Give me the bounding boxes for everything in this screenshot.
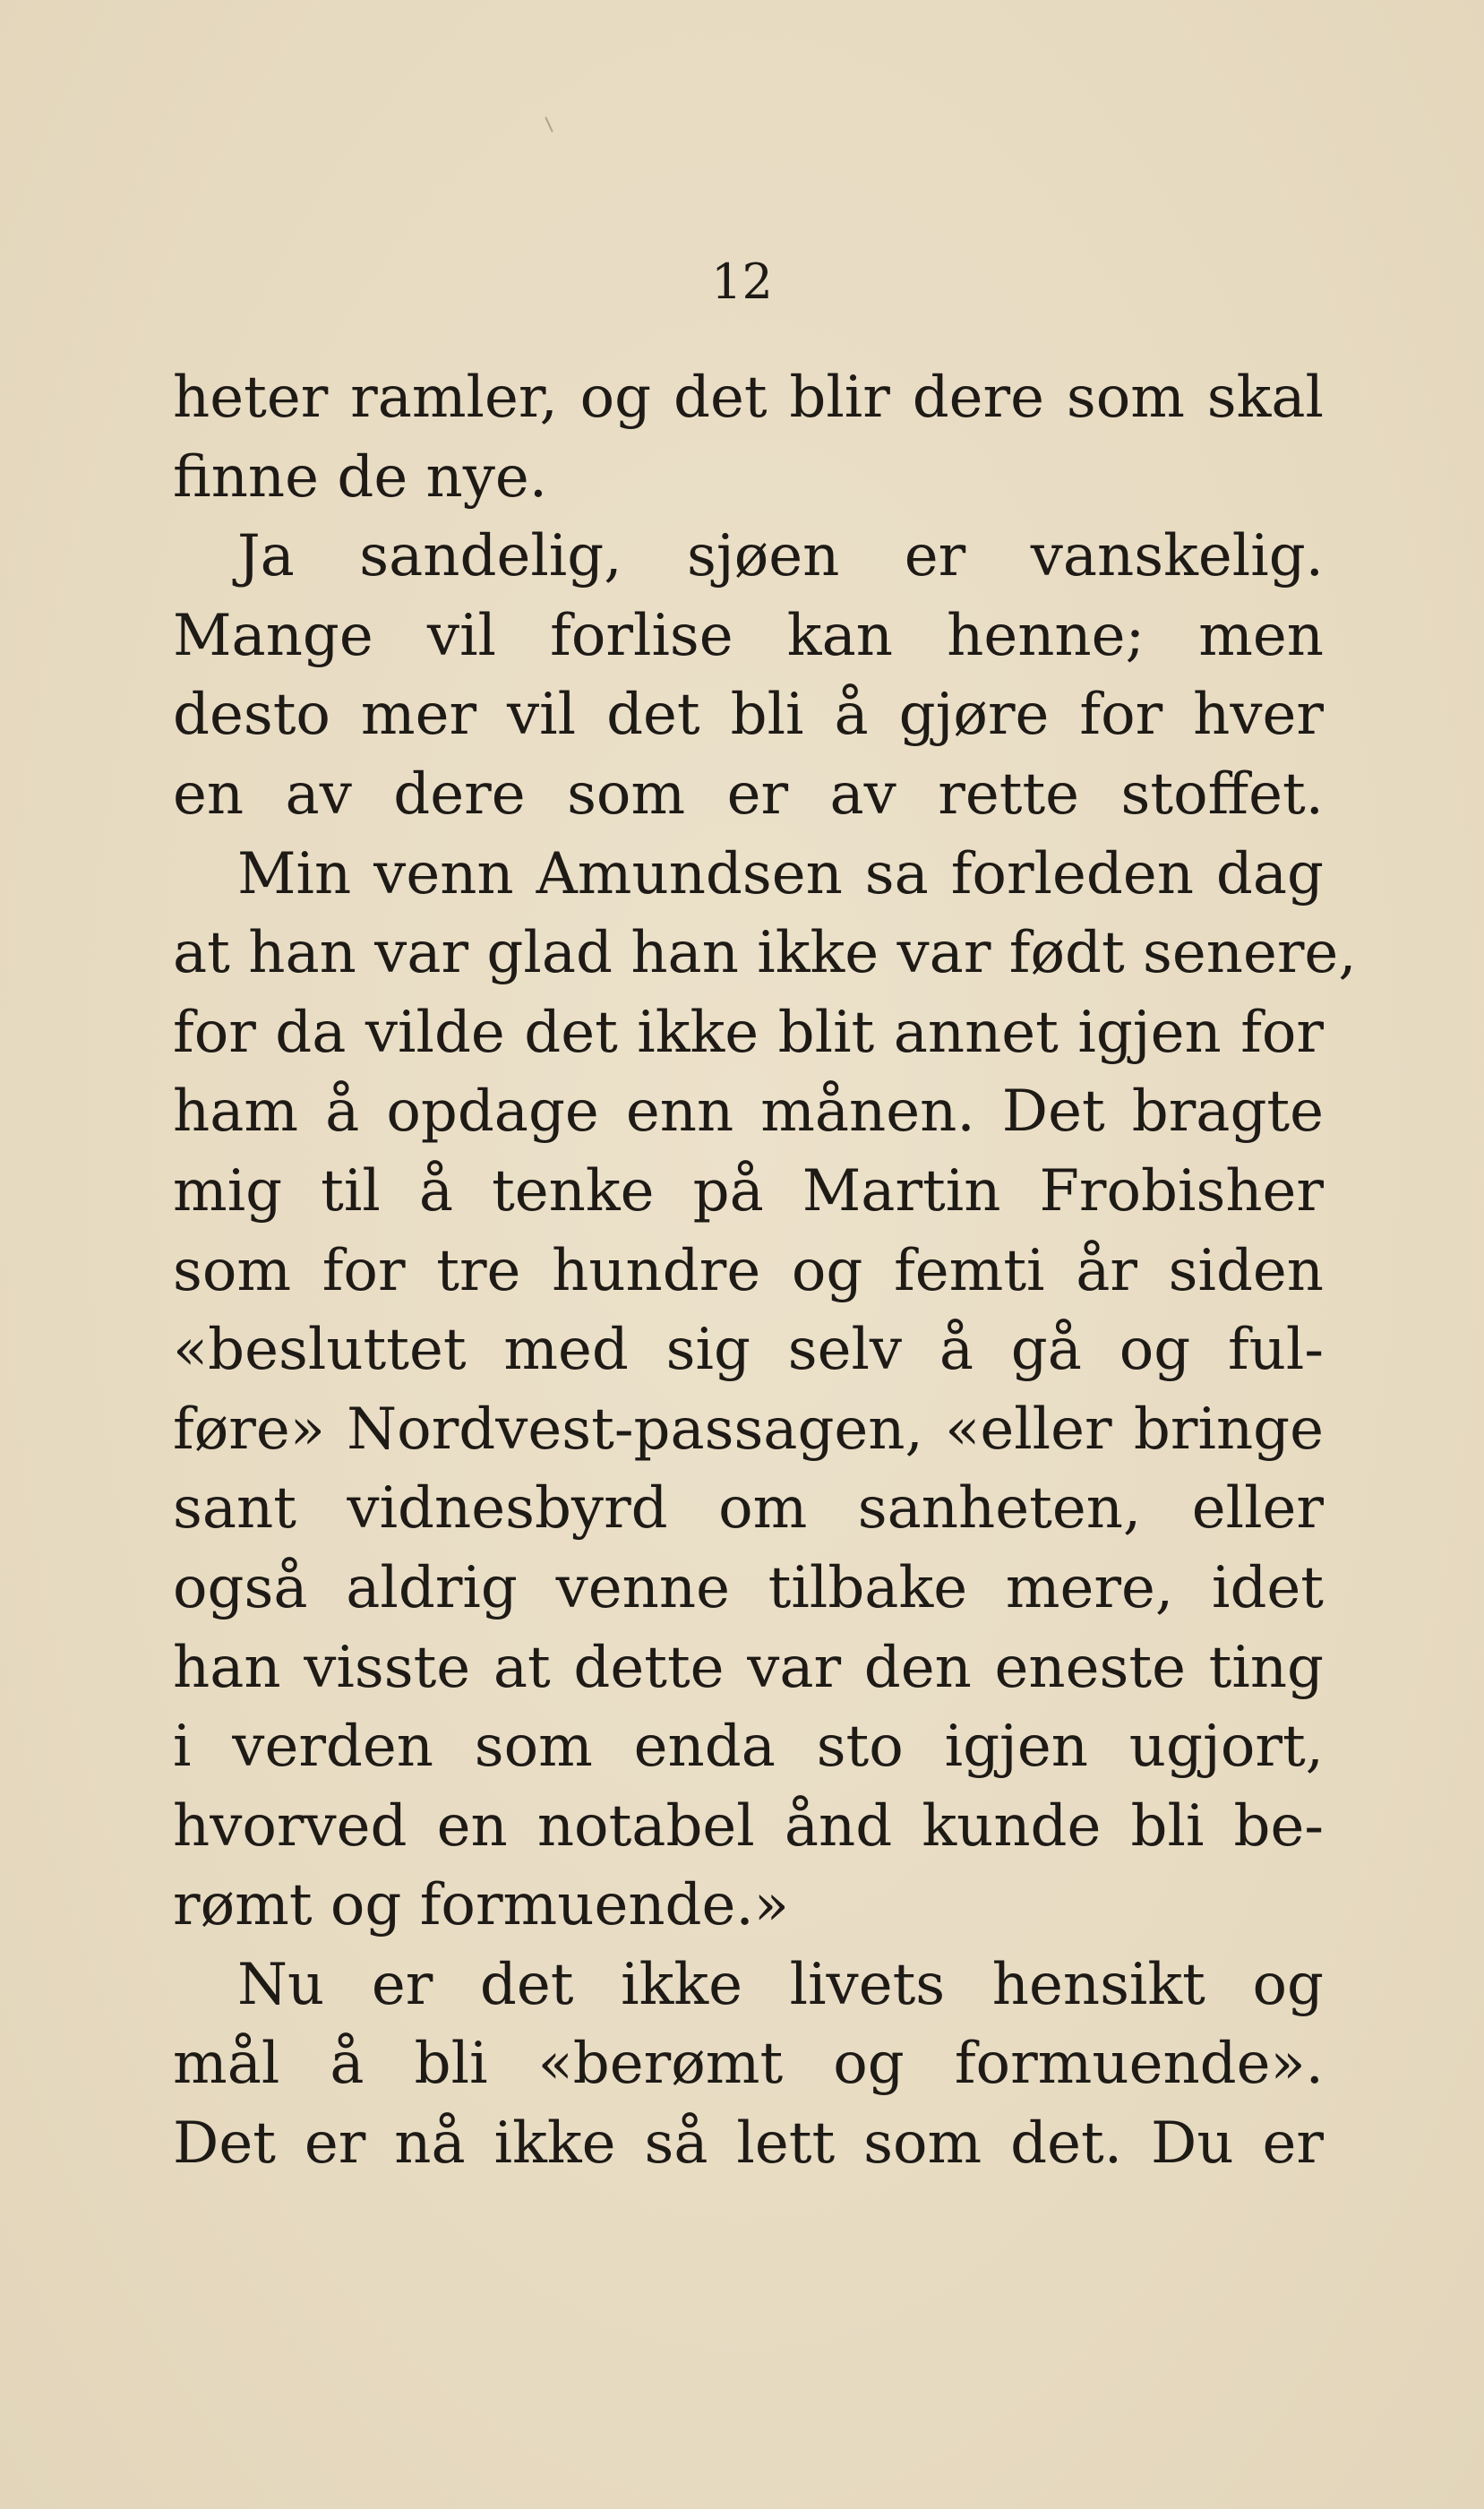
text-line: desto mer vil det bli å gjøre for hver bbox=[173, 682, 1324, 749]
text-line: i verden som enda sto igjen ugjort, bbox=[173, 1714, 1324, 1781]
text-line: mål å bli «berømt og formuende». bbox=[173, 2031, 1324, 2098]
text-line: heter ramler, og det blir dere som skal bbox=[173, 365, 1324, 431]
text-line: for da vilde det ikke blit annet igjen for bbox=[173, 999, 1324, 1066]
paper-speck bbox=[545, 116, 553, 132]
text-line: Ja sandelig, sjøen er vanskelig. bbox=[237, 523, 1324, 590]
text-line: Nu er det ikke livets hensikt og bbox=[237, 1951, 1324, 2018]
text-line: ham å opdage enn månen. Det bragte bbox=[173, 1078, 1324, 1146]
text-line: som for tre hundre og femti år siden bbox=[173, 1237, 1324, 1304]
text-line: føre» Nordvest-passagen, «eller bringe bbox=[173, 1396, 1324, 1463]
text-line: en av dere som er av rette stoffet. bbox=[173, 760, 1324, 828]
page-number: 12 bbox=[711, 253, 773, 310]
text-line: også aldrig venne tilbake mere, idet bbox=[173, 1554, 1324, 1621]
text-line: finne de nye. bbox=[173, 443, 548, 511]
text-line: han visste at dette var den eneste ting bbox=[173, 1634, 1324, 1701]
text-line: mig til å tenke på Martin Frobisher bbox=[173, 1157, 1324, 1224]
text-line: rømt og formuende.» bbox=[173, 1872, 789, 1939]
text-line: sant vidnesbyrd om sanheten, eller bbox=[173, 1475, 1324, 1542]
text-line: at han var glad han ikke var født senere, bbox=[173, 920, 1357, 987]
text-line: Det er nå ikke så lett som det. Du er bbox=[173, 2110, 1324, 2178]
text-line: «besluttet med sig selv å gå og ful- bbox=[173, 1317, 1324, 1384]
body-text bbox=[173, 358, 1357, 2184]
text-line: Min venn Amundsen sa forleden dag bbox=[237, 840, 1324, 907]
text-line: Mange vil forlise kan henne; men bbox=[173, 602, 1324, 669]
text-line: hvorved en notabel ånd kunde bli be- bbox=[173, 1792, 1324, 1860]
